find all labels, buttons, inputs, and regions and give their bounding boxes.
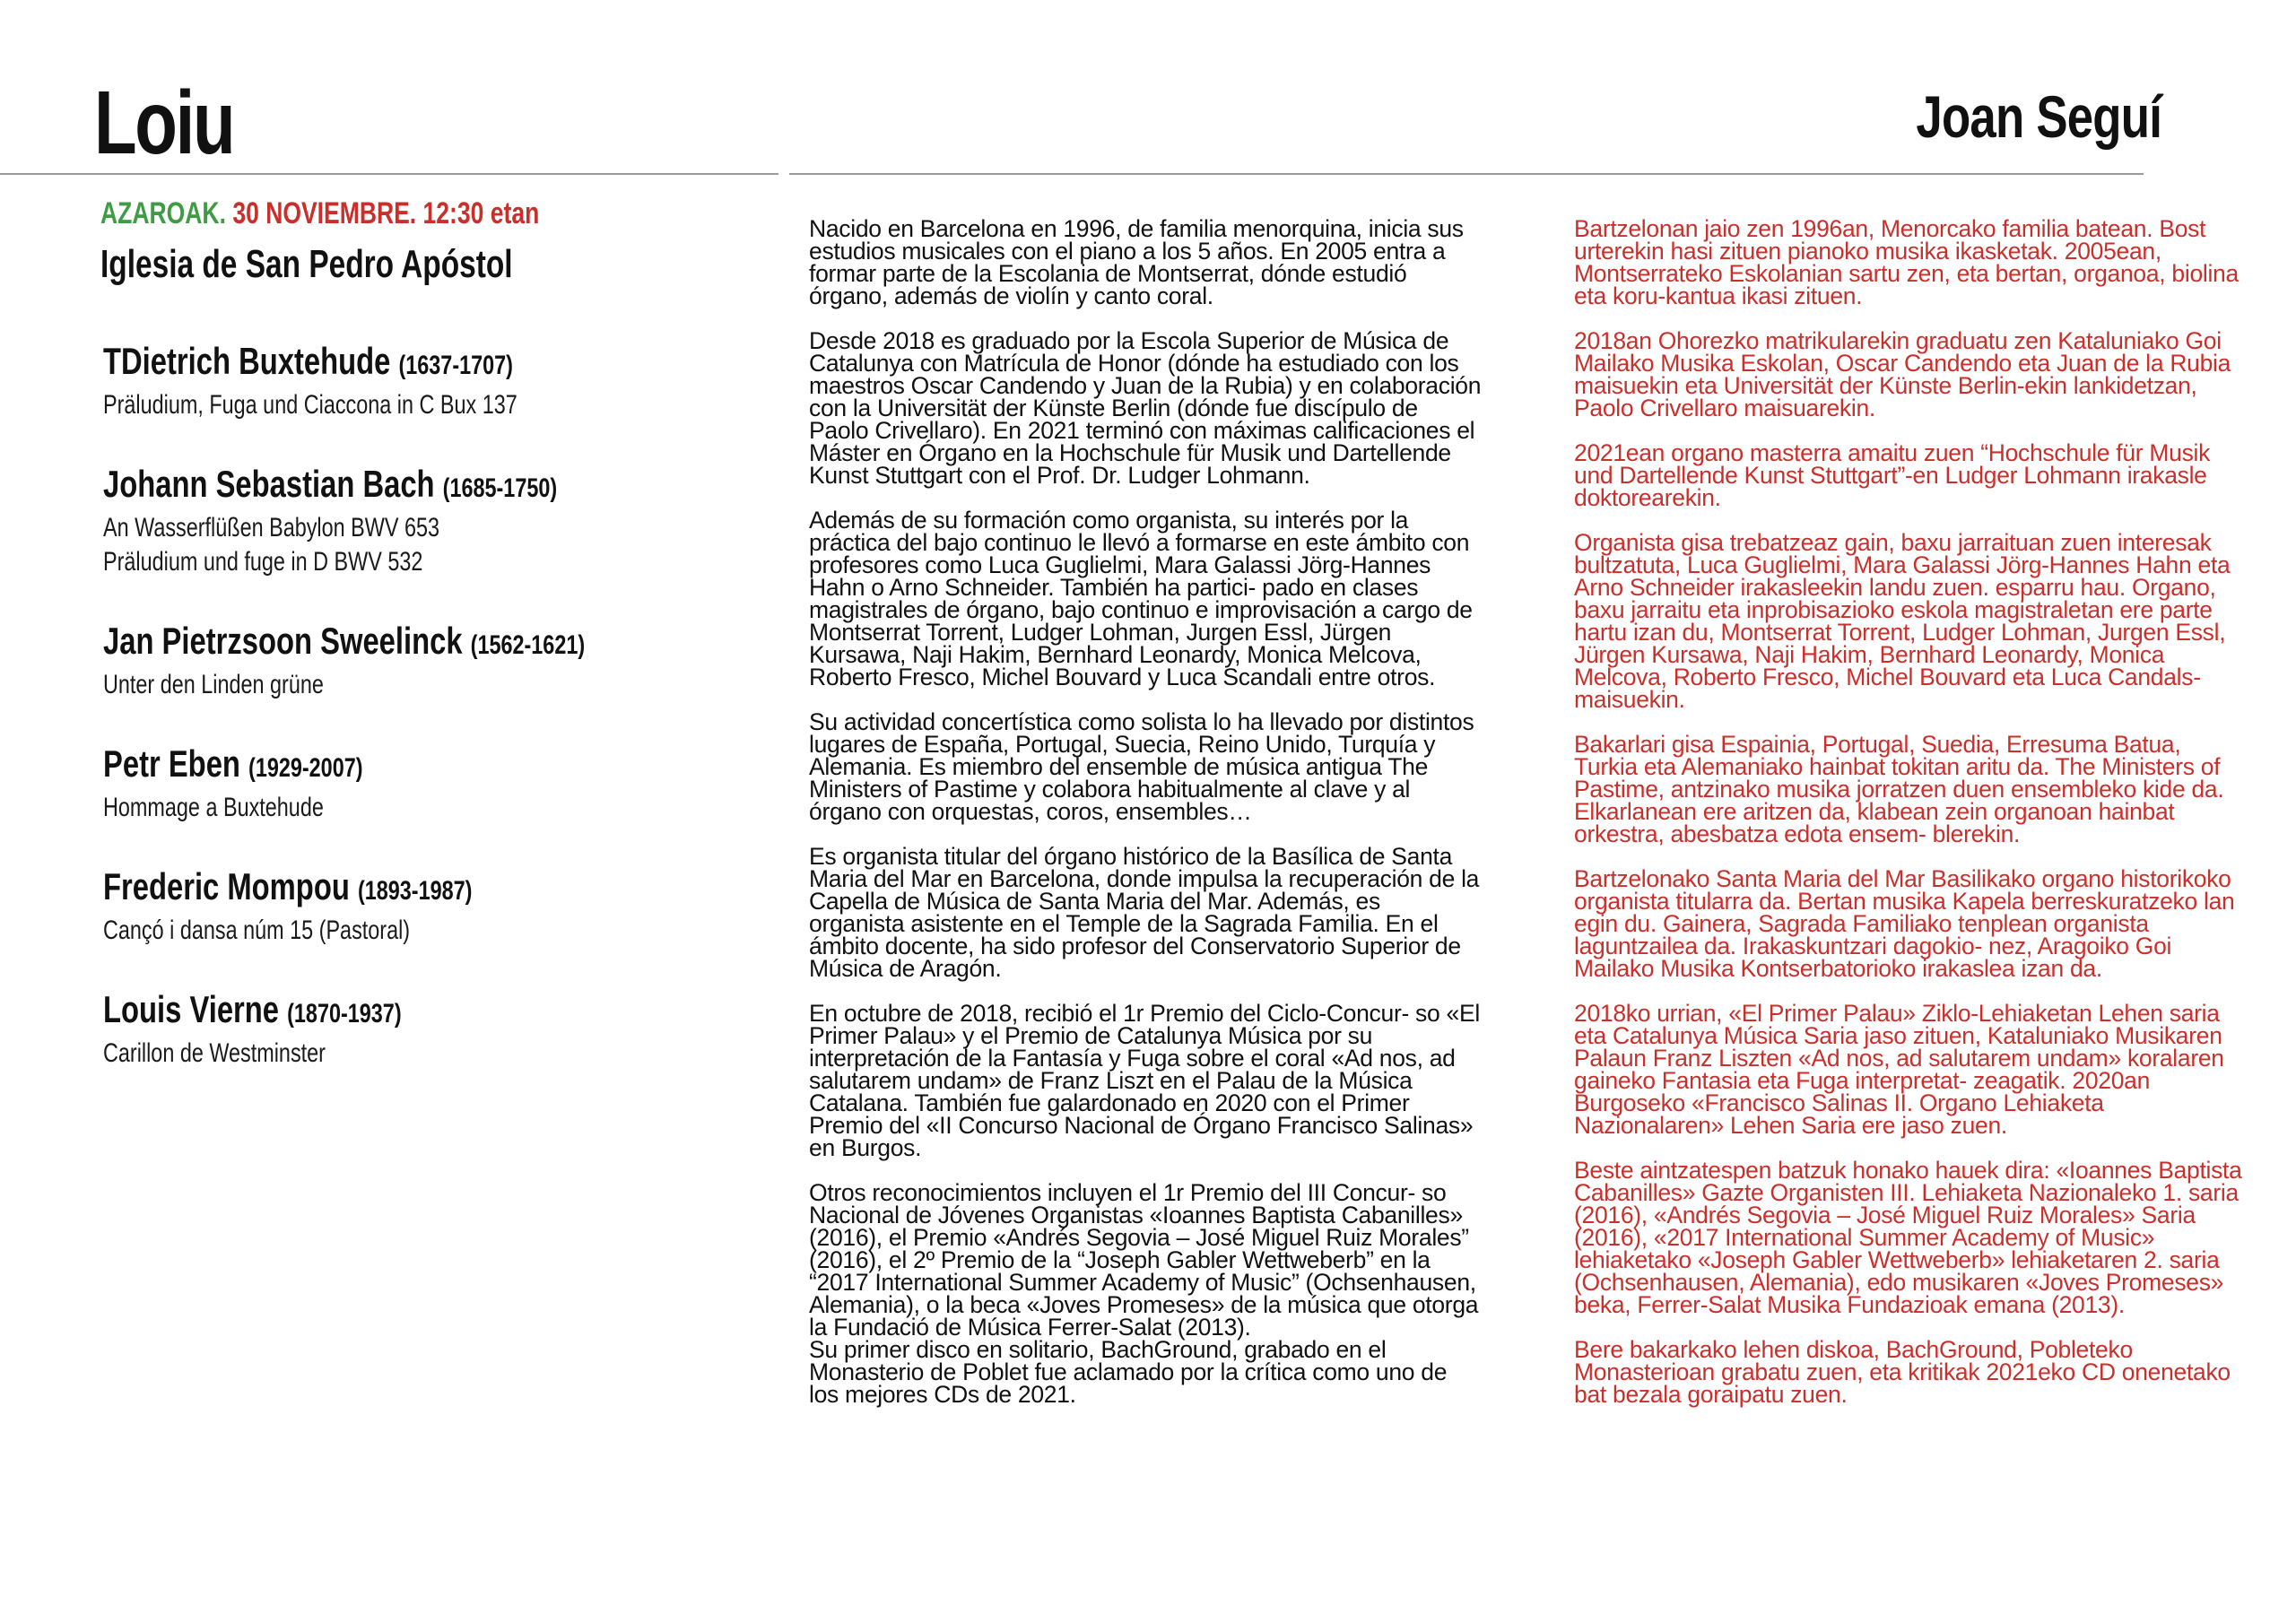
- program-item: [103, 462, 677, 579]
- date-basque: AZAROAK.: [100, 196, 226, 230]
- bio-paragraph: En octubre de 2018, recibió el 1r Premio del Ciclo-Concur- so «El Primer Palau» y el Premio de Catalunya Música por su interpretación de la Fantasía y Fuga sobre el coral «Ad nos, ad salutarem undam» de Franz Liszt en el Palau de la Música Catalana. También fue galardonado en 2020 con el Primer Premio del «II Concurso Nacional de Órgano Francisco Salinas» en Burgos.: [809, 1000, 1480, 1161]
- program-item: [103, 339, 677, 422]
- composer-name: Johann Sebastian Bach (1685-1750): [103, 463, 558, 505]
- bio-paragraph: Bere bakarkako lehen diskoa, BachGround, Pobleteko Monasterioan grabatu zuen, eta kritikak 2021eko CD onenetako bat bezala goraipatu zuen.: [1574, 1336, 2231, 1408]
- bio-paragraph: Bakarlari gisa Espainia, Portugal, Suedia, Erresuma Batua, Turkia eta Alemaniako hainbat tokitan aritu da. The Ministers of Pastime, antzinako musika jorratzen duen ensembleko kide da. Elkarlanean ere aritzen da, klabean zein organoan hainbat orkestra, abesbatza edota ensem- blerekin.: [1574, 731, 2224, 847]
- bio-paragraph: Es organista titular del órgano histórico de la Basílica de Santa Maria del Mar en Barcelona, donde impulsa la recuperación de la Capella de Música de Santa Maria del Mar. Además, es organista asistente en el Temple de la Sagrada Familia. En el ámbito docente, ha sido profesor del Conservatorio Superior de Música de Aragón.: [809, 843, 1480, 982]
- composer-years: (1929-2007): [248, 753, 363, 783]
- piece-title: Hommage a Buxtehude: [103, 793, 324, 822]
- piece-title: Unter den Linden grüne: [103, 670, 324, 699]
- program-item: [103, 742, 677, 825]
- performer-name: Joan Seguí: [1916, 83, 2161, 150]
- bio-paragraph: 2018ko urrian, «El Primer Palau» Ziklo-Lehiaketan Lehen saria eta Catalunya Música Saria jaso zituen, Kataluniako Musikaren Palaun Franz Liszten «Ad nos, ad salutarem undam» koralaren gaineko Fantasia eta Fuga interpretat- zeagatik. 2020an Burgoseko «Francisco Salinas II. Organo Lehiaketa Nazionalaren» Lehen Saria ere jaso zuen.: [1574, 1000, 2224, 1139]
- bio-paragraph: Otros reconocimientos incluyen el 1r Premio del III Concur- so Nacional de Jóvenes Organistas «Ioannes Baptista Cabanilles» (2016), el Premio «Andrés Segovia – José Miguel Ruiz Morales” (2016), el 2º Premio de la “Joseph Gabler Wettweberb” en la “2017 International Summer Academy of Music” (Ochsenhausen, Alemania), o la beca «Joves Promeses» de la música que otorga la Fundació de Música Ferrer-Salat (2013).: [809, 1179, 1479, 1341]
- composer-years: (1562-1621): [470, 630, 586, 660]
- bio-paragraph: Su actividad concertística como solista lo ha llevado por distintos lugares de España, Portugal, Suecia, Reino Unido, Turquía y Alemania. Es miembro del ensemble de música antigua The Ministers of Pastime y colabora habitualmente al clave y al órgano con orquestas, coros, ensembles…: [809, 708, 1474, 825]
- program-item: [103, 987, 677, 1071]
- bio-paragraph: Beste aintzatespen batzuk honako hauek dira: «Ioannes Baptista Cabanilles» Gazte Organisten III. Lehiaketa Nazionaleko 1. saria (2016), «Andrés Segovia – José Miguel Ruiz Morales» Saria (2016), «2017 International Summer Academy of Music» lehiaketako «Joseph Gabler Wettweberb» lehiaketaren 2. saria (Ochsenhausen, Alemania), edo musikaren «Joves Promeses» beka, Ferrer-Salat Musika Fundazioak emana (2013).: [1574, 1157, 2242, 1318]
- piece-title: An Wasserflüßen Babylon BWV 653: [103, 513, 440, 542]
- composer-years: (1893-1987): [357, 876, 473, 906]
- composer-name: Jan Pietrzsoon Sweelinck (1562-1621): [103, 620, 586, 662]
- bio-paragraph: 2018an Ohorezko matrikularekin graduatu zen Kataluniako Goi Mailako Musika Eskolan, Oscar Candendo eta Juan de la Rubia maisuekin eta Universität der Künste Berlin-ekin lankidetzan, Paolo Crivellaro maisuarekin.: [1574, 327, 2231, 421]
- bio-paragraph: Bartzelonako Santa Maria del Mar Basilikako organo historikoko organista titularra da. Bertan musika Kapela berreskuratzeko lan egin du. Gainera, Sagrada Familiako tenplean organista laguntzailea da. Irakaskuntzari dagokio- nez, Aragoiko Goi Mailako Musika Kontserbatorioko irakaslea izan da.: [1574, 865, 2235, 982]
- event-date: [100, 195, 539, 231]
- biography-spanish: [809, 215, 1482, 1428]
- piece-title: Cançó i dansa núm 15 (Pastoral): [103, 916, 411, 945]
- bio-paragraph: Bartzelonan jaio zen 1996an, Menorcako familia batean. Bost urterekin hasi zituen pianoko musika ikasketak. 2005ean, Montserrateko Eskolanian sartu zen, eta bertan, organoa, biolina eta koru-kantua ikasi zituen.: [1574, 215, 2239, 309]
- composer-name: TDietrich Buxtehude (1637-1707): [103, 340, 513, 382]
- composer-years: (1637-1707): [398, 351, 513, 380]
- composer-name: Petr Eben (1929-2007): [103, 742, 363, 785]
- composer-years: (1685-1750): [442, 473, 558, 503]
- biography-basque: [1574, 215, 2242, 1428]
- bio-paragraph: Además de su formación como organista, su interés por la práctica del bajo continuo le llevó a formarse en este ámbito con profesores como Luca Guglielmi, Mara Galassi Jörg-Hannes Hahn o Arno Schneider. También ha partici- pado en clases magistrales de órgano, bajo continuo e improvisación a cargo de Montserrat Torrent, Ludger Lohman, Jurgen Essl, Jürgen Kursawa, Naji Hakim, Bernhard Leonardy, Monica Melcova, Roberto Fresco, Michel Bouvard y Luca Scandali entre otros.: [809, 507, 1473, 690]
- bio-paragraph: Desde 2018 es graduado por la Escola Superior de Música de Catalunya con Matrícula de Honor (dónde ha estudiado con los maestros Oscar Candendo y Juan de la Rubia) y en colaboración con la Universität der Künste Berlin (dónde fue discípulo de Paolo Crivellaro). En 2021 terminó con máximas calificaciones el Máster en Órgano en la Hochschule für Musik und Dartellende Kunst Stuttgart con el Prof. Dr. Ludger Lohmann.: [809, 327, 1482, 489]
- composer-name: Frederic Mompou (1893-1987): [103, 865, 473, 907]
- bio-paragraph: Organista gisa trebatzeaz gain, baxu jarraituan zuen interesak bultzatuta, Luca Guglielmi, Mara Galassi Jörg-Hannes Hahn eta Arno Schneider irakasleekin landu zuen. esparru hau. Organo, baxu jarraitu eta inprobisazioko eskola magistraletan ere parte hartu izan du, Montserrat Torrent, Ludger Lohman, Jurgen Essl, Jürgen Kursawa, Naji Hakim, Bernhard Leonardy, Monica Melcova, Roberto Fresco, Michel Bouvard eta Luca Candals-maisuekin.: [1574, 529, 2231, 713]
- date-spanish: 30 NOVIEMBRE. 12:30: [232, 196, 484, 230]
- bio-paragraph: 2021ean organo masterra amaitu zuen “Hochschule für Musik und Dartellende Kunst Stuttgart”-en Ludger Lohmann irakasle doktorearekin.: [1574, 439, 2211, 511]
- page-title: Loiu: [94, 73, 234, 173]
- date-suffix: etan: [490, 196, 540, 230]
- program-item: [103, 619, 677, 702]
- program-list: [103, 339, 839, 1110]
- composer-years: (1870-1937): [287, 999, 402, 1028]
- piece-title: Präludium und fuge in D BWV 532: [103, 547, 423, 577]
- piece-title: Carillon de Westminster: [103, 1038, 326, 1068]
- bio-paragraph: Nacido en Barcelona en 1996, de familia menorquina, inicia sus estudios musicales con el piano a los 5 años. En 2005 entra a formar parte de la Escolania de Montserrat, dónde estudió órgano, además de violín y canto coral.: [809, 215, 1464, 309]
- program-item: [103, 864, 677, 948]
- composer-name: Louis Vierne (1870-1937): [103, 988, 402, 1030]
- event-venue: Iglesia de San Pedro Apóstol: [100, 242, 513, 286]
- bio-paragraph: Su primer disco en solitario, BachGround, grabado en el Monasterio de Poblet fue aclamado por la crítica como uno de los mejores CDs de 2021.: [809, 1336, 1448, 1408]
- piece-title: Präludium, Fuga und Ciaccona in C Bux 137: [103, 390, 517, 420]
- header-divider-right: [789, 173, 2144, 175]
- header-divider-left: [0, 173, 778, 175]
